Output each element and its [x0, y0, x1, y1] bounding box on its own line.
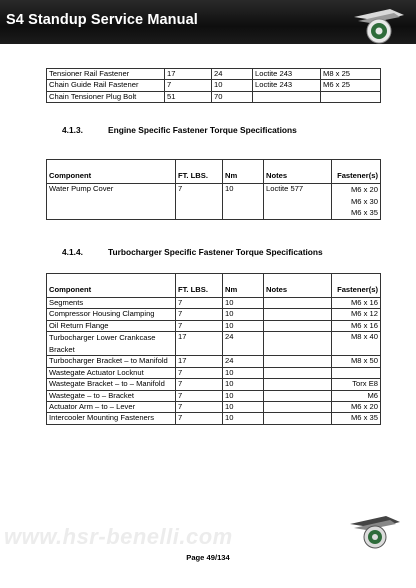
cell-notes: Loctite 577 [264, 184, 332, 220]
cell-nm: 24 [212, 69, 253, 80]
cell-ftlbs: 7 [165, 80, 212, 91]
table-row [47, 91, 381, 102]
cell-fasteners: M6 x 16 [332, 298, 381, 309]
cell-fasteners: M8 x 40 [332, 332, 381, 356]
table-row [47, 402, 381, 413]
section-heading-414 [62, 247, 323, 257]
cell-component: Wastegate Actuator Locknut [47, 367, 176, 378]
section-number: 4.1.4. [62, 247, 83, 257]
cell-component: Segments [47, 298, 176, 309]
header-fasteners: Fastener(s) [332, 160, 381, 184]
cell-component: Intercooler Mounting Fasteners [47, 413, 176, 424]
cell-ftlbs: 17 [176, 332, 223, 356]
cell-component: Wastegate Bracket – to – Manifold [47, 379, 176, 390]
header-component: Component [47, 160, 176, 184]
cell-fastener: M6 x 25 [321, 80, 381, 91]
table-row [47, 390, 381, 401]
cell-nm: 10 [223, 390, 264, 401]
cell-ftlbs: 7 [176, 367, 223, 378]
cell-ftlbs: 7 [176, 390, 223, 401]
table-row [47, 332, 381, 356]
page-title: S4 Standup Service Manual [6, 12, 198, 28]
cell-notes: Loctite 243 [253, 80, 321, 91]
cell-component: Compressor Housing Clamping [47, 309, 176, 320]
section-title: Engine Specific Fastener Torque Specifications [108, 125, 297, 135]
cell-nm: 10 [223, 413, 264, 424]
cell-nm: 10 [223, 309, 264, 320]
cell-ftlbs: 7 [176, 184, 223, 220]
table-header-row [47, 274, 381, 298]
cell-fasteners: M6 x 20 [332, 402, 381, 413]
cell-ftlbs: 7 [176, 309, 223, 320]
cell-fastener [321, 91, 381, 102]
cell-notes [264, 320, 332, 331]
turbocharger-torque-table [46, 273, 381, 425]
table-row [47, 379, 381, 390]
cell-notes: Loctite 243 [253, 69, 321, 80]
cell-nm: 10 [223, 402, 264, 413]
cell-notes [264, 309, 332, 320]
header-fasteners: Fastener(s) [332, 274, 381, 298]
cell-notes [264, 390, 332, 401]
cell-component: Wastegate – to – Bracket [47, 390, 176, 401]
hsr-logo-icon [350, 3, 408, 49]
table-row [47, 320, 381, 331]
cell-nm: 24 [223, 356, 264, 367]
header-ftlbs: FT. LBS. [176, 160, 223, 184]
continued-torque-table [46, 68, 381, 103]
table-row [47, 80, 381, 91]
cell-fasteners: M6 [332, 390, 381, 401]
page-header [0, 0, 416, 44]
table-row [47, 413, 381, 424]
cell-nm: 10 [223, 367, 264, 378]
cell-notes [264, 332, 332, 356]
table-row [47, 309, 381, 320]
section-title: Turbocharger Specific Fastener Torque Specifications [108, 247, 323, 257]
cell-nm: 10 [223, 379, 264, 390]
cell-fasteners: M6 x 35 [332, 413, 381, 424]
cell-nm: 10 [223, 320, 264, 331]
cell-nm: 10 [223, 184, 264, 220]
table-row [47, 356, 381, 367]
cell-fastener: M8 x 25 [321, 69, 381, 80]
cell-fasteners: M6 x 16 [332, 320, 381, 331]
cell-ftlbs: 7 [176, 320, 223, 331]
cell-component: Oil Return Flange [47, 320, 176, 331]
table-header-row [47, 160, 381, 184]
header-ftlbs: FT. LBS. [176, 274, 223, 298]
cell-ftlbs: 17 [176, 356, 223, 367]
cell-fasteners: M8 x 50 [332, 356, 381, 367]
fastener-line: M6 x 35 [350, 208, 378, 218]
table-row [47, 184, 381, 220]
cell-component: Actuator Arm – to – Lever [47, 402, 176, 413]
cell-fasteners [332, 367, 381, 378]
cell-component: Turbocharger Lower Crankcase Bracket [47, 332, 176, 356]
fastener-line: M6 x 20 [350, 185, 378, 194]
cell-fasteners: Torx E8 [332, 379, 381, 390]
cell-notes [264, 379, 332, 390]
table-row [47, 298, 381, 309]
cell-ftlbs: 7 [176, 402, 223, 413]
cell-fasteners: M6 x 12 [332, 309, 381, 320]
header-nm: Nm [223, 274, 264, 298]
cell-component: Chain Guide Rail Fastener [47, 80, 165, 91]
cell-component: Tensioner Rail Fastener [47, 69, 165, 80]
cell-notes [264, 413, 332, 424]
website-watermark: www.hsr-benelli.com [4, 524, 233, 549]
fastener-line: M6 x 30 [350, 196, 378, 206]
section-number: 4.1.3. [62, 125, 83, 135]
cell-fasteners [332, 184, 381, 220]
page-number: Page 49/134 [186, 553, 230, 562]
cell-ftlbs: 51 [165, 91, 212, 102]
hsr-footer-logo-icon [346, 512, 404, 552]
table-row [47, 69, 381, 80]
cell-nm: 10 [223, 298, 264, 309]
cell-notes [264, 402, 332, 413]
header-nm: Nm [223, 160, 264, 184]
cell-notes [264, 356, 332, 367]
cell-notes [264, 367, 332, 378]
cell-ftlbs: 7 [176, 413, 223, 424]
cell-component: Water Pump Cover [47, 184, 176, 220]
header-component: Component [47, 274, 176, 298]
table-row [47, 367, 381, 378]
cell-nm: 10 [212, 80, 253, 91]
cell-notes [264, 298, 332, 309]
cell-nm: 24 [223, 332, 264, 356]
cell-ftlbs: 7 [176, 298, 223, 309]
header-notes: Notes [264, 160, 332, 184]
section-heading-413 [62, 125, 297, 135]
cell-component: Chain Tensioner Plug Bolt [47, 91, 165, 102]
engine-torque-table [46, 159, 381, 220]
header-notes: Notes [264, 274, 332, 298]
cell-component: Turbocharger Bracket – to Manifold [47, 356, 176, 367]
cell-ftlbs: 17 [165, 69, 212, 80]
cell-nm: 70 [212, 91, 253, 102]
cell-ftlbs: 7 [176, 379, 223, 390]
cell-notes [253, 91, 321, 102]
